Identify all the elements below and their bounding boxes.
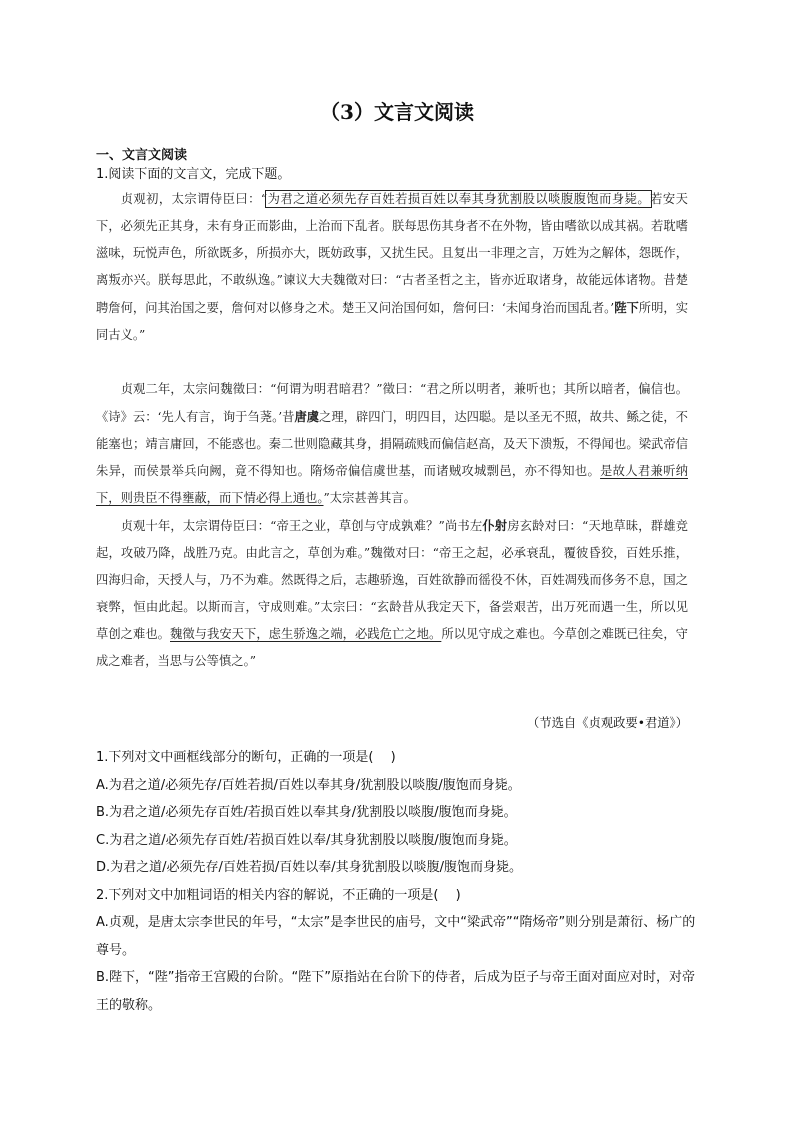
page-title: （3）文言文阅读 (320, 100, 474, 124)
bold-term-tangyu: 唐虞 (294, 409, 320, 424)
boxed-sentence: 为君之道必须先存百姓若损百姓以奉其身犹割股以啖腹腹饱而身毙。 (267, 192, 651, 206)
underlined-sentence-2: 魏徵与我安天下，虑生骄逸之端，必践危亡之地。 (170, 627, 442, 641)
bold-term-puye: 仆射 (482, 518, 508, 533)
question-2-option-a: A.贞观，是唐太宗李世民的年号，“太宗”是李世民的庙号，文中“梁武帝”“隋炀帝”则分别是萧衍、杨广的尊号。 (96, 915, 696, 958)
question-2-stem: 2.下列对文中加粗词语的相关内容的解说，不正确的一项是( ) (96, 887, 461, 903)
question-1-option-b: B.为君之道/必须先存百姓/若损百姓以奉其身/犹割股以啖腹/腹饱而身毙。 (96, 805, 517, 820)
question-1-stem: 1.下列对文中画框线部分的断句，正确的一项是( ) (96, 750, 396, 765)
underlined-sentence-1: 是故人君兼听纳下，则贵臣不得壅蔽，而下情必得上通也。 (96, 464, 688, 505)
p3-text-b: 房玄龄对曰：“天地草昧，群雄竞起，攻破乃降，战胜乃克。由此言之，草创为难。”魏徵对曰：“帝王之起，必承衰乱，覆彼昏狡，百姓乐推，四海归命，天授人与，乃不为难。然既得之后，志趣骄逸，百姓欲静而徭役不休，百姓凋残而侈务不息，国之衰弊，恒由此起。以斯而言，守成则难。”太宗曰：“玄龄昔从我定天下，备尝艰苦，出万死而遇一生，所以见草创之难也。 (96, 519, 688, 641)
question-1-option-d: D.为君之道/必须先存/百姓若损/百姓以奉/其身犹割股以啖腹/腹饱而身毙。 (96, 860, 523, 875)
question-2-option-b: B.陛下，“陛”指帝王宫殿的台阶。“陛下”原指站在台阶下的侍者，后成为臣子与帝王面对面应对时，对帝王的敬称。 (96, 970, 695, 1013)
bold-term-bixia: 陛下 (614, 300, 639, 315)
p2-text-a: 贞观二年，太宗问魏徵曰：“何谓为明君暗君？”徵曰：“君之所以明者，兼听也；其所以暗者，偏信也。《诗》云：‘先人有言，询于刍荛。’昔 (96, 382, 688, 424)
p1-text-a: 若安天下，必须先正其身，未有身正而影曲，上治而下乱者。朕每思伤其身者不在外物，皆由嗜欲以成其祸。若耽嗜滋味，玩悦声色，所欲既多，所损亦大，既妨政事，又扰生民。且复出一非理之言，万姓为之解体，怨既作，离叛亦兴。朕每思此，不敢纵逸。”谏议大夫魏徵对曰：“古者圣哲之主，皆亦近取诸身，故能远体诸物。昔楚聘詹何，问其治国之要，詹何对以修身之术。楚王又问治国何如，詹何曰：‘未闻身治而国乱者。’ (96, 192, 688, 315)
passage-paragraph-2 (96, 376, 688, 512)
questions-block (96, 744, 696, 1019)
p1-text-b: 所明，实同古义。” (96, 301, 688, 342)
p2-text-c: ”太宗甚善其言。 (323, 491, 416, 505)
section-heading: 一、文言文阅读 (96, 148, 188, 163)
instruction: 1.阅读下面的文言文，完成下题。 (96, 167, 291, 182)
passage-paragraph-1 (96, 186, 688, 349)
p2-text-b: 之理，辟四门，明四目，达四聪。是以圣无不照，故共、鲧之徒，不能塞也；靖言庸回，不能惑也。秦二世则隐藏其身，捐隔疏贱而偏信赵高，及天下溃叛，不得闻也。梁武帝信朱异，而侯景举兵向阙，竟不得知也。隋炀帝偏信虞世基，而诸贼攻城剽邑，亦不得知也。 (96, 410, 688, 478)
p3-text-a: 贞观十年，太宗谓侍臣曰：“帝王之业，草创与守成孰难？”尚书左 (120, 519, 483, 533)
p1-intro: 贞观初，太宗谓侍臣曰：“ (120, 192, 268, 206)
question-1-option-a: A.为君之道/必须先存/百姓若损/百姓以奉其身/犹割股以啖腹/腹饱而身毙。 (96, 777, 521, 793)
question-1-option-c: C.为君之道/必须先存百姓/若损百姓以奉/其身犹割股以啖腹/腹饱而身毙。 (96, 832, 517, 848)
p3-text-c: 所以见守成之难也。今草创之难既已往矣，守成之难者，当思与公等慎之。” (96, 627, 688, 668)
passage-source: （节选自《贞观政要•君道》） (527, 716, 688, 730)
passage-paragraph-3 (96, 512, 688, 675)
